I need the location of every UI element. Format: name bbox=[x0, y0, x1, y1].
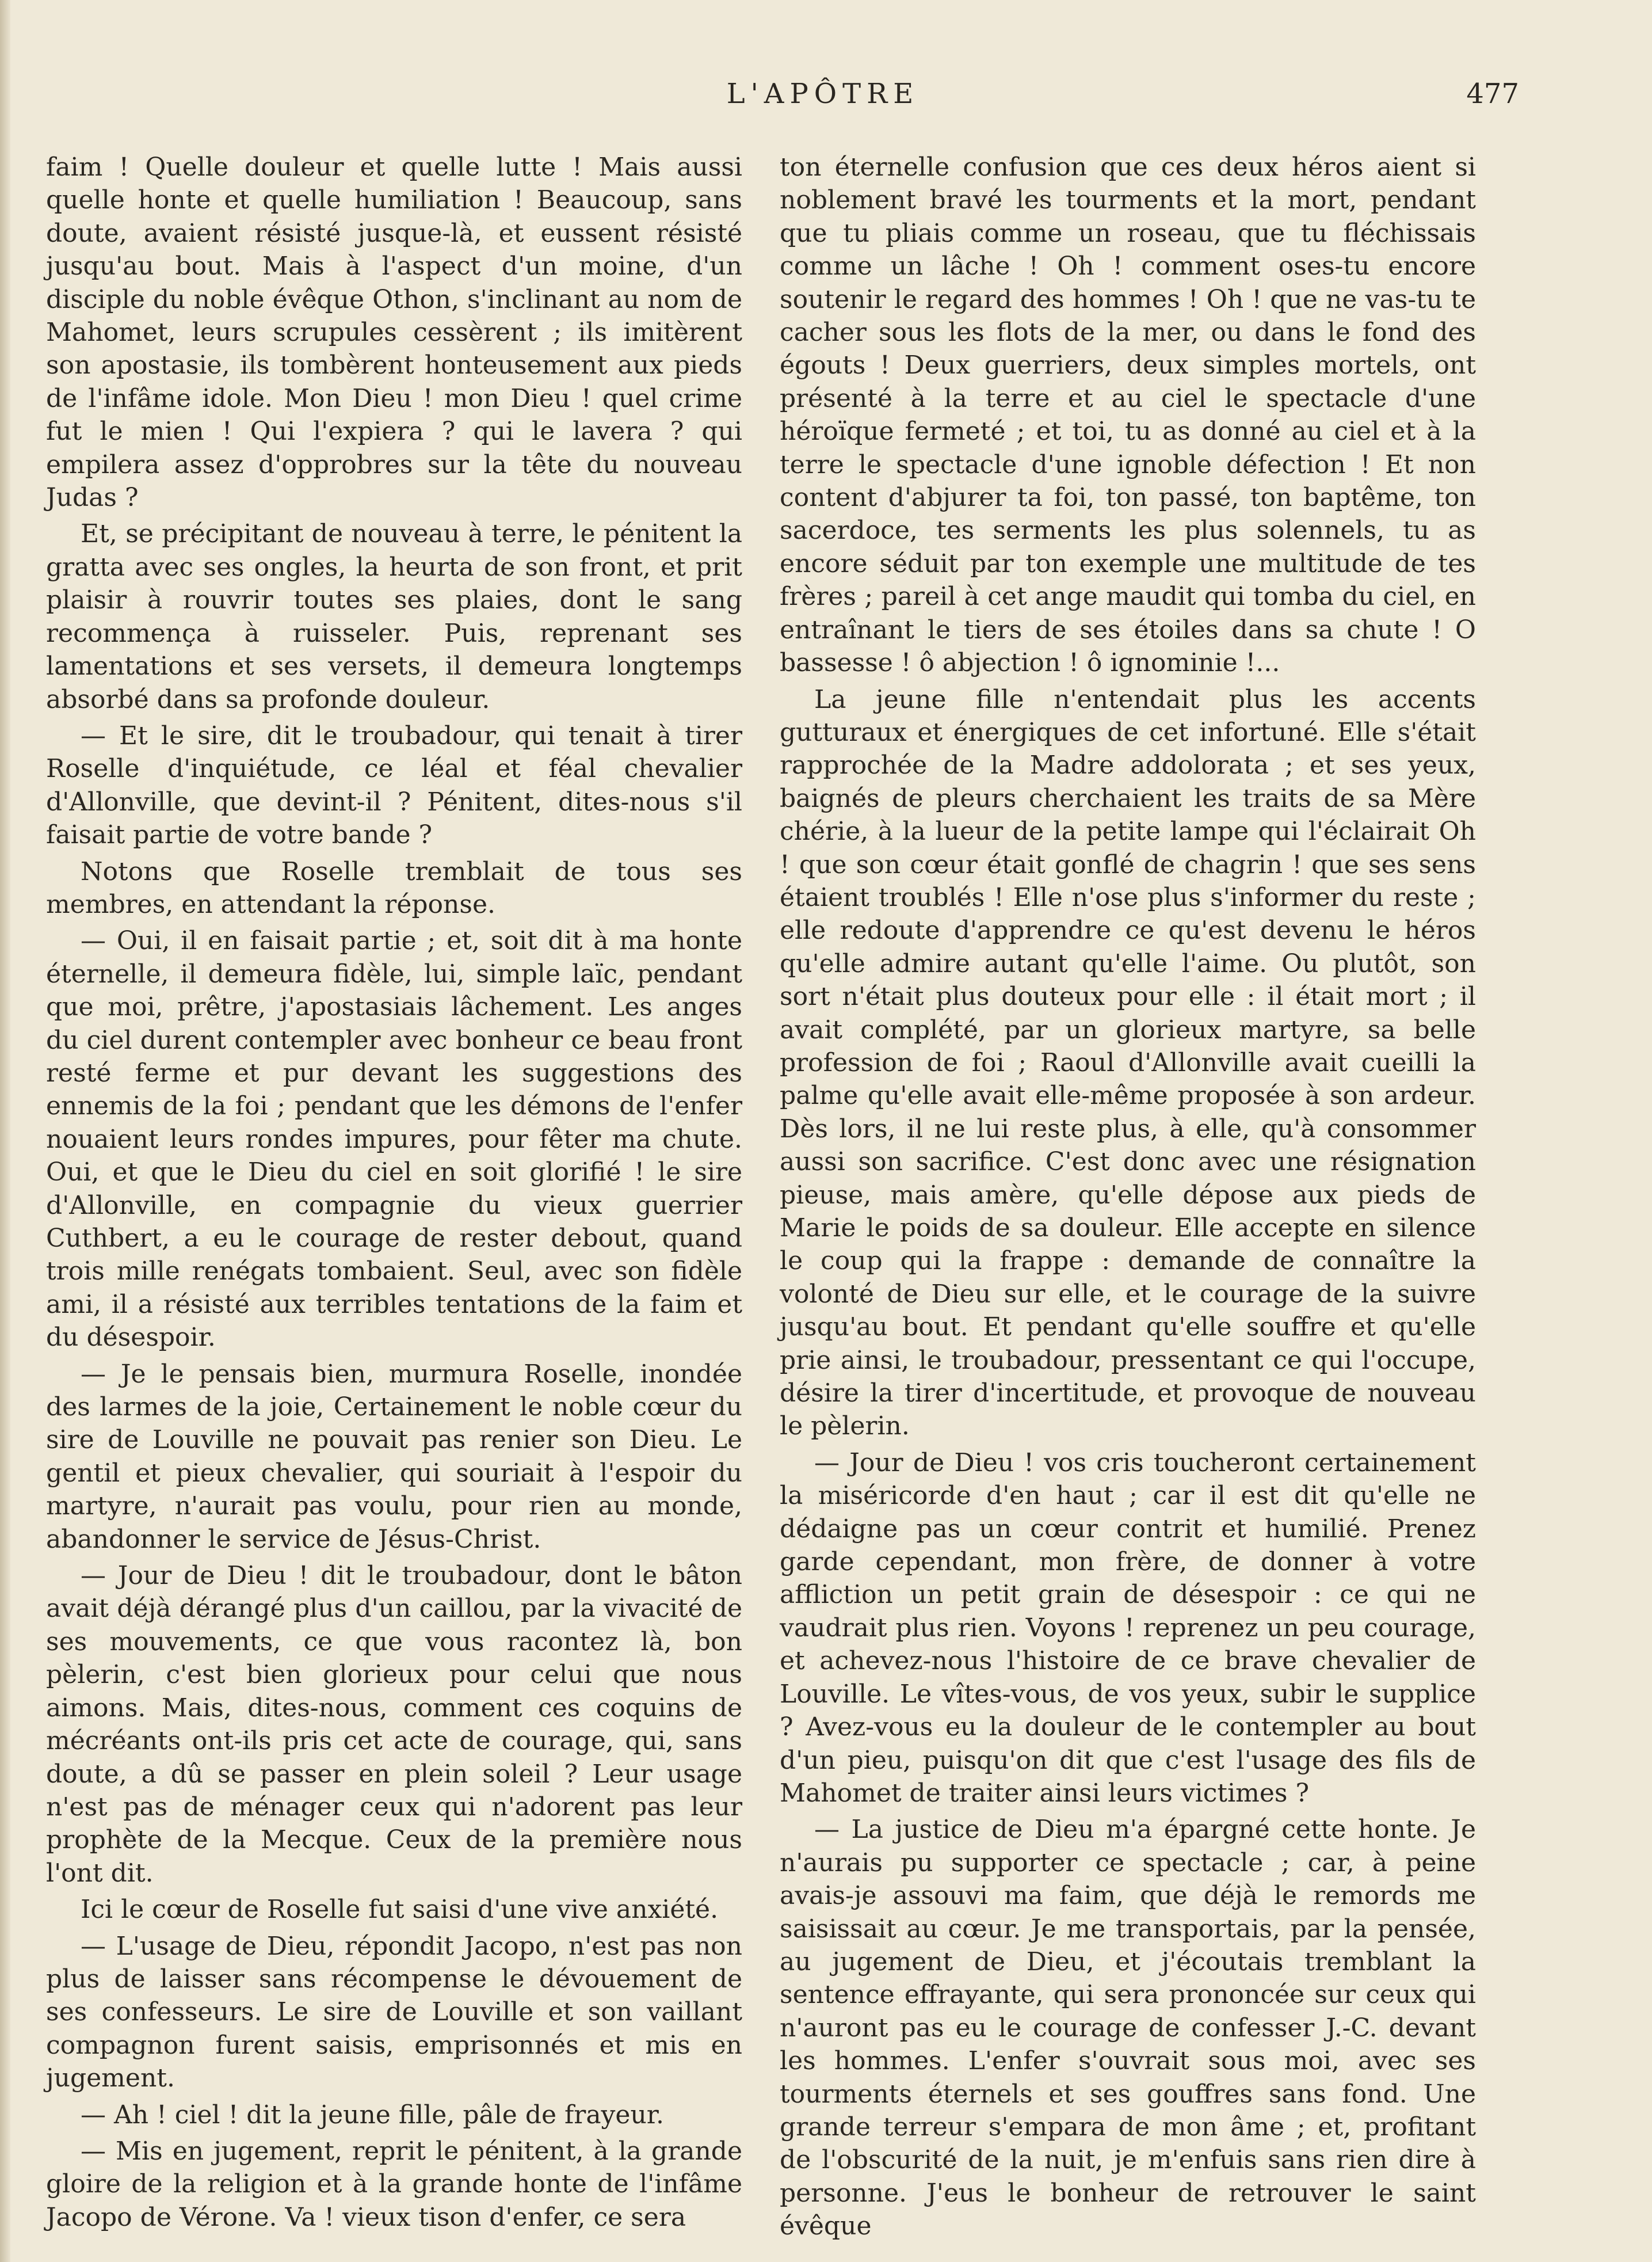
paragraph: — Jour de Dieu ! dit le troubadour, dont le bâton avait déjà dérangé plus d'un caillou, par la vivacité de ses mouvements, ce que vous racontez là, bon pèlerin, c'est bien glorieux pour celui que nous aimons. Mais, dites-nous, comment ces coquins de mécréants ont-ils pris cet acte de courage, qui, sans doute, a dû se passer en plein soleil ? Leur usage n'est pas de ménager ceux qui n'adorent pas leur prophète de la Mecque. Ceux de la première nous l'ont dit. bbox=[46, 1561, 742, 1888]
paragraph: — Et le sire, dit le troubadour, qui tenait à tirer Roselle d'inquiétude, ce léal et féal chevalier d'Allonville, que devint-il ? Pénitent, dites-nous s'il faisait partie de votre bande ? bbox=[46, 721, 742, 850]
right-column bbox=[780, 151, 1476, 2246]
page-number: 477 bbox=[1466, 78, 1519, 110]
running-head bbox=[46, 74, 1600, 114]
paragraph: Ici le cœur de Roselle fut saisi d'une vive anxiété. bbox=[81, 1895, 719, 1925]
paragraph: ton éternelle confusion que ces deux héros aient si noblement bravé les tourments et la mort, pendant que tu pliais comme un roseau, que tu fléchissais comme un lâche ! Oh ! comment oses-tu encore soutenir le regard des hommes ! Oh ! que ne vas-tu te cacher sous les flots de la mer, ou dans le fond des égouts ! Deux guerriers, deux simples mortels, ont présenté à la terre et au ciel le spectacle d'une héroïque fermeté ; et toi, tu as donné au ciel et à la terre le spectacle d'une ignoble défection ! Et non content d'abjurer ta foi, ton passé, ton baptême, ton sacerdoce, tes serments les plus solennels, tu as encore séduit par ton exemple une multitude de tes frères ; pareil à cet ange maudit qui tomba du ciel, en entraînant le tiers de ses étoiles dans sa chute ! O bassesse ! ô abjection ! ô ignominie !... bbox=[780, 153, 1476, 678]
paragraph: Et, se précipitant de nouveau à terre, le pénitent la gratta avec ses ongles, la heurta de son front, et prit plaisir à rouvrir toutes ses plaies, dont le sang recommença à ruisseler. Puis, reprenant ses lamentations et ses versets, il demeura longtemps absorbé dans sa profonde douleur. bbox=[46, 519, 742, 714]
paragraph: — Oui, il en faisait partie ; et, soit dit à ma honte éternelle, il demeura fidèle, lui, simple laïc, pendant que moi, prêtre, j'apostasiais lâchement. Les anges du ciel durent contempler avec bonheur ce beau front resté ferme et pur devant les suggestions des ennemis de la foi ; pendant que les démons de l'enfer nouaient leurs rondes impures, pour fêter ma chute. Oui, et que le Dieu du ciel en soit glorifié ! le sire d'Allonville, en compagnie du vieux guerrier Cuthbert, a eu le courage de rester debout, quand trois mille renégats tombaient. Seul, avec son fidèle ami, il a résisté aux terribles tentations de la faim et du désespoir. bbox=[46, 926, 742, 1353]
paragraph: faim ! Quelle douleur et quelle lutte ! Mais aussi quelle honte et quelle humiliation ! Beaucoup, sans doute, avaient résisté jusque-là, et eussent résisté jusqu'au bout. Mais à l'aspect d'un moine, d'un disciple du noble évêque Othon, s'inclinant au nom de Mahomet, leurs scrupules cessèrent ; ils imitèrent son apostasie, ils tombèrent honteusement aux pieds de l'infâme idole. Mon Dieu ! mon Dieu ! quel crime fut le mien ! Qui l'expiera ? qui le lavera ? qui empilera assez d'opprobres sur la tête du nouveau Judas ? bbox=[46, 153, 742, 513]
paragraph: — Je le pensais bien, murmura Roselle, inondée des larmes de la joie, Certainement le noble cœur du sire de Louville ne pouvait pas renier son Dieu. Le gentil et pieux chevalier, qui souriait à l'espoir du martyre, n'aurait pas voulu, pour rien au monde, abandonner le service de Jésus-Christ. bbox=[46, 1359, 742, 1554]
paragraph: La jeune fille n'entendait plus les accents gutturaux et énergiques de cet infortuné. Elle s'était rapprochée de la Madre addolorata ; et ses yeux, baignés de pleurs cherchaient les traits de sa Mère chérie, à la lueur de la petite lampe qui l'éclairait Oh ! que son cœur était gonflé de chagrin ! que ses sens étaient troublés ! Elle n'ose plus s'informer du reste ; elle redoute d'apprendre ce qu'est devenu le héros qu'elle admire autant qu'elle l'aime. Ou plutôt, son sort n'était plus douteux pour elle : il était mort ; il avait complété, par un glorieux martyre, sa belle profession de foi ; Raoul d'Allonville avait cueilli la palme qu'elle avait elle-même proposée à son ardeur. Dès lors, il ne lui reste plus, à elle, qu'à consommer aussi son sacrifice. C'est donc avec une résignation pieuse, mais amère, qu'elle dépose aux pieds de Marie le poids de sa douleur. Elle accepte en silence le coup qui la frappe : demande de connaître la volonté de Dieu sur elle, et le courage de la suivre jusqu'au bout. Et pendant qu'elle souffre et qu'elle prie ainsi, le troubadour, pressentant ce qui l'occupe, désire la tirer d'incertitude, et provoque de nouveau le pèlerin. bbox=[780, 684, 1476, 1441]
running-title: L'APÔTRE bbox=[726, 78, 920, 110]
page-edge bbox=[0, 0, 10, 2262]
left-column bbox=[46, 151, 742, 2237]
paragraph: — Jour de Dieu ! vos cris toucheront certainement la miséricorde d'en haut ; car il est dit qu'elle ne dédaigne pas un cœur contrit et humilié. Prenez garde cependant, mon frère, de donner à votre affliction un petit grain de désespoir : ce qui ne vaudrait plus rien. Voyons ! reprenez un peu courage, et achevez-nous l'histoire de ce brave chevalier de Louville. Le vîtes-vous, de vos yeux, subir le supplice ? Avez-vous eu la douleur de le contempler au bout d'un pieu, puisqu'on dit que c'est l'usage des fils de Mahomet de traiter ainsi leurs victimes ? bbox=[780, 1448, 1476, 1808]
paragraph: — Ah ! ciel ! dit la jeune fille, pâle de frayeur. bbox=[81, 2100, 664, 2130]
paragraph: — L'usage de Dieu, répondit Jacopo, n'est pas non plus de laisser sans récompense le dévouement de ses confesseurs. Le sire de Louville et son vaillant compagnon furent saisis, emprisonnés et mis en jugement. bbox=[46, 1931, 742, 2093]
paragraph: — La justice de Dieu m'a épargné cette honte. Je n'aurais pu supporter ce spectacle ; car, à peine avais-je assouvi ma faim, que déjà le remords me saisissait au cœur. Je me transportais, par la pensée, au jugement de Dieu, et j'écoutais tremblant la sentence effrayante, qui sera prononcée sur ceux qui n'auront pas eu le courage de confesser J.-C. devant les hommes. L'enfer s'ouvrait sous moi, avec ses tourments éternels et ses gouffres sans fond. Une grande terreur s'empara de mon âme ; et, profitant de l'obscurité de la nuit, je m'enfuis sans rien dire à personne. J'eus le bonheur de retrouver le saint évêque bbox=[780, 1815, 1476, 2241]
paragraph: — Mis en jugement, reprit le pénitent, à la grande gloire de la religion et à la grande honte de l'infâme Jacopo de Vérone. Va ! vieux tison d'enfer, ce sera bbox=[46, 2136, 742, 2232]
paragraph: Notons que Roselle tremblait de tous ses membres, en attendant la réponse. bbox=[46, 856, 742, 919]
